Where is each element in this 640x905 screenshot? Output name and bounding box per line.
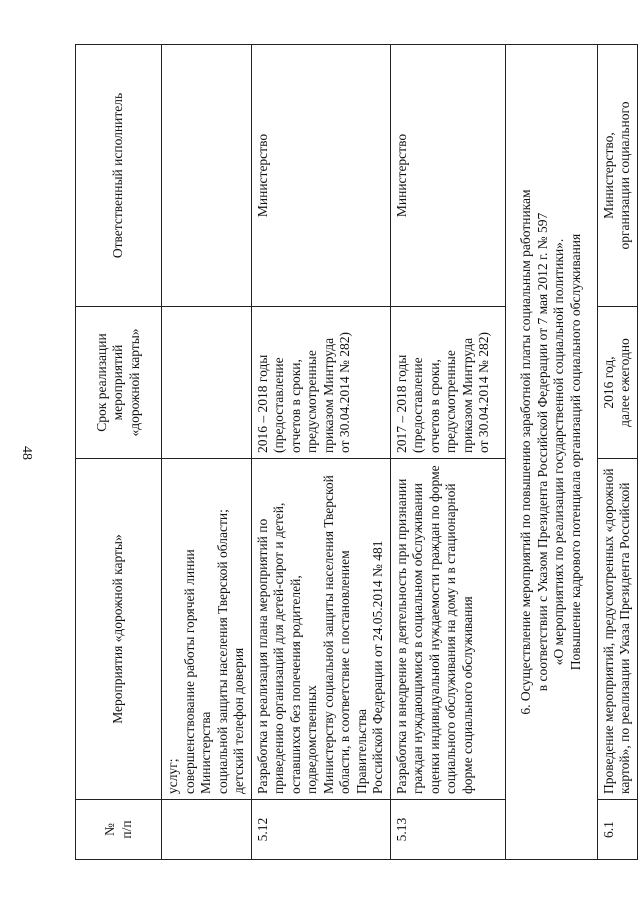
row-deadline (162, 307, 252, 459)
header-responsible: Ответственный исполнитель (76, 45, 162, 307)
page-number: 48 (19, 446, 34, 460)
table-row (390, 45, 505, 860)
roadmap-table (75, 44, 638, 860)
row-activity: Разработка и внедрение в деятельность при признании граждан нуждающимися в социальном обслуживании оценки индивидуальной нуждаемости граждан по форме социального обслуживания на дому и в стационарной форме социального обслуживания (390, 459, 505, 800)
row-activity: Проведение мероприятий, предусмотренных «дорожной картой», по реализации Указа Президента Российской (597, 459, 637, 800)
row-activity: Разработка и реализация плана мероприятий по приведению организаций для детей-сирот и детей, оставшихся без попечения родителей, подведомственных Министерству социальной защиты населения Тверской области, в соответствие с постановлением Правительства Российской Федерации от 24.05.2014 № 481 (251, 459, 390, 800)
row-activity: услуг; совершенствование работы горячей линии Министерства социальной защиты населения Тверской области; детский телефон доверия (162, 459, 252, 800)
section-row (505, 45, 597, 860)
row-num: 5.12 (251, 800, 390, 860)
table-row (251, 45, 390, 860)
row-num (162, 800, 252, 860)
header-activity: Мероприятия «дорожной карты» (76, 459, 162, 800)
row-responsible: Министерство, организации социального (597, 45, 637, 307)
table-row (162, 45, 252, 860)
row-num: 5.13 (390, 800, 505, 860)
section-heading: 6. Осуществление мероприятий по повышению заработной платы социальным работникам в соответствии с Указом Президента Российской Федерации от 7 мая 2012 г. № 597 «О мероприятиях по реализации государственной социальной политики». Повышение кадрового потенциала организаций социального обслуживания (505, 45, 597, 860)
row-num: 6.1 (597, 800, 637, 860)
row-deadline: 2016 – 2018 годы (предоставление отчетов в сроки, предусмотренные приказом Минтруда от 30.04.2014 № 282) (251, 307, 390, 459)
row-responsible (162, 45, 252, 307)
table-row (597, 45, 637, 860)
row-responsible: Министерство (251, 45, 390, 307)
row-deadline: 2016 год, далее ежегодно (597, 307, 637, 459)
row-responsible: Министерство (390, 45, 505, 307)
rotated-page-content (75, 45, 632, 860)
header-deadline: Срок реализации мероприятий «дорожной карты» (76, 307, 162, 459)
row-deadline: 2017 – 2018 годы (предоставление отчетов в сроки, предусмотренные приказом Минтруда от 30.04.2014 № 282) (390, 307, 505, 459)
table-header-row (76, 45, 162, 860)
header-num: № п/п (76, 800, 162, 860)
